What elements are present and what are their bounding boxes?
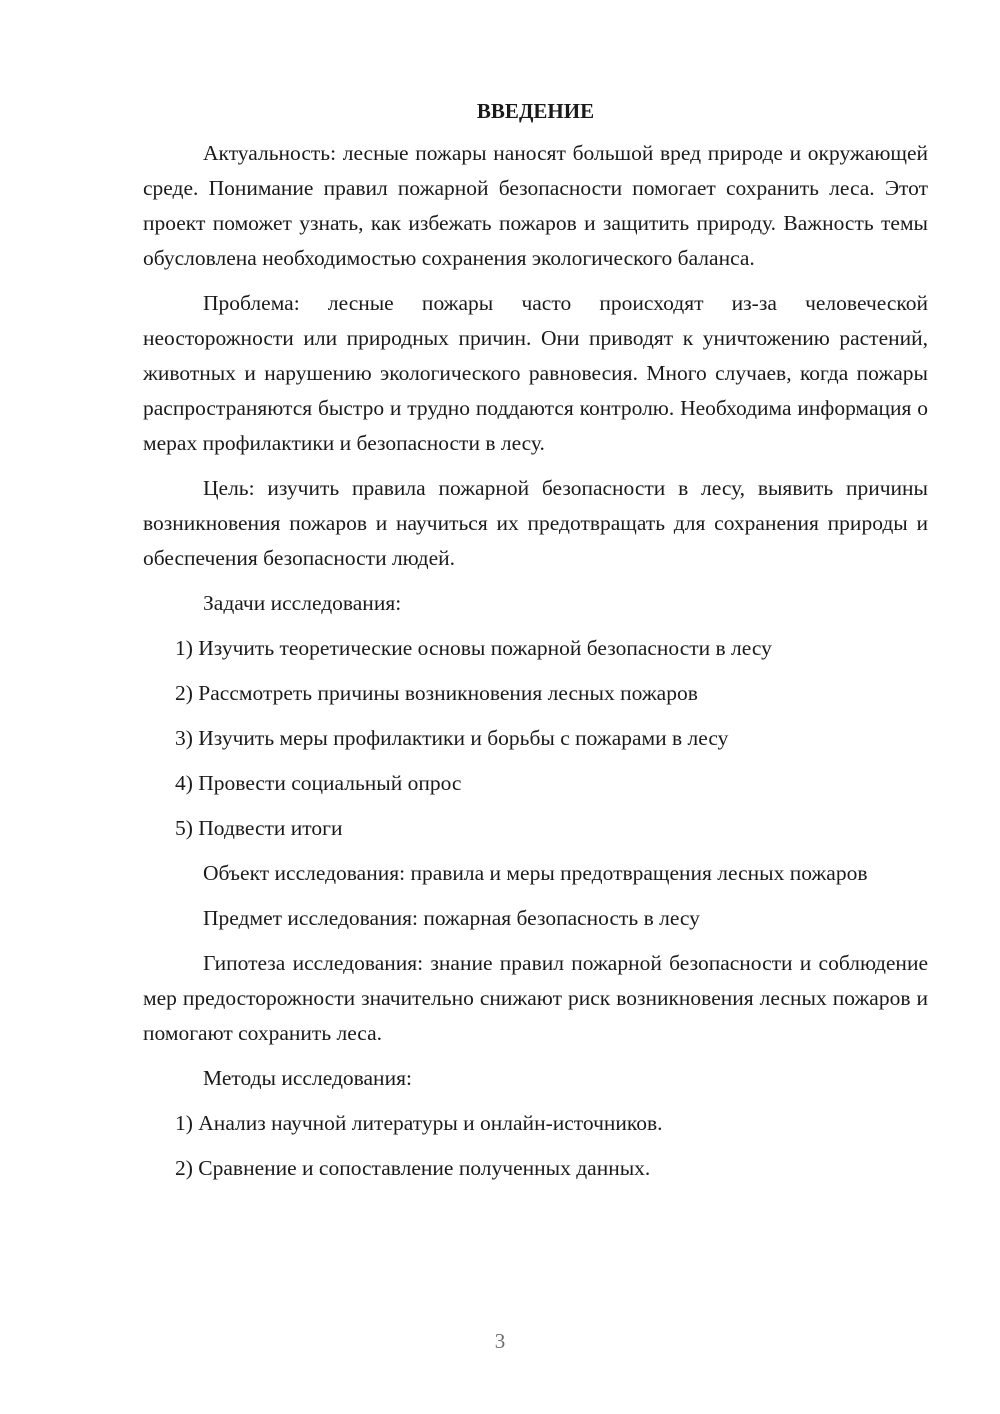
method-item: 2) Сравнение и сопоставление полученных данных. — [175, 1156, 651, 1180]
page-number: 3 — [494, 1329, 506, 1353]
task-item: 3) Изучить меры профилактики и борьбы с пожарами в лесу — [175, 726, 729, 750]
section-title: ВВЕДЕНИЕ — [476, 99, 595, 123]
object-paragraph: Объект исследования: правила и меры предотвращения лесных пожаров — [203, 861, 868, 885]
hypothesis-paragraph: Гипотеза исследования: знание правил пожарной безопасности и соблюдение мер предосторожности значительно снижают риск возникновения лесных пожаров и помогают сохранить леса. — [143, 951, 928, 1045]
relevance-paragraph: Актуальность: лесные пожары наносят большой вред природе и окружающей среде. Понимание правил пожарной безопасности помогает сохранить леса. Этот проект поможет узнать, как избежать пожаров и защитить природу. Важность темы обусловлена необходимостью сохранения экологического баланса. — [143, 141, 928, 270]
task-item: 2) Рассмотреть причины возникновения лесных пожаров — [175, 681, 698, 705]
document-page — [143, 96, 928, 1196]
methods-list — [143, 1106, 928, 1186]
tasks-heading: Задачи исследования: — [203, 591, 402, 615]
method-item: 1) Анализ научной литературы и онлайн-источников. — [175, 1111, 663, 1135]
task-item: 1) Изучить теоретические основы пожарной безопасности в лесу — [175, 636, 772, 660]
goal-paragraph: Цель: изучить правила пожарной безопасности в лесу, выявить причины возникновения пожаров и научиться их предотвращать для сохранения природы и обеспечения безопасности людей. — [143, 476, 928, 570]
task-item: 5) Подвести итоги — [175, 816, 343, 840]
methods-heading: Методы исследования: — [203, 1066, 412, 1090]
problem-paragraph: Проблема: лесные пожары часто происходят из-за человеческой неосторожности или природных причин. Они приводят к уничтожению растений, животных и нарушению экологического равновесия. Много случаев, когда пожары распространяются быстро и трудно поддаются контролю. Необходима информация о мерах профилактики и безопасности в лесу. — [143, 291, 928, 455]
tasks-list — [143, 631, 928, 846]
subject-paragraph: Предмет исследования: пожарная безопасность в лесу — [203, 906, 700, 930]
task-item: 4) Провести социальный опрос — [175, 771, 462, 795]
